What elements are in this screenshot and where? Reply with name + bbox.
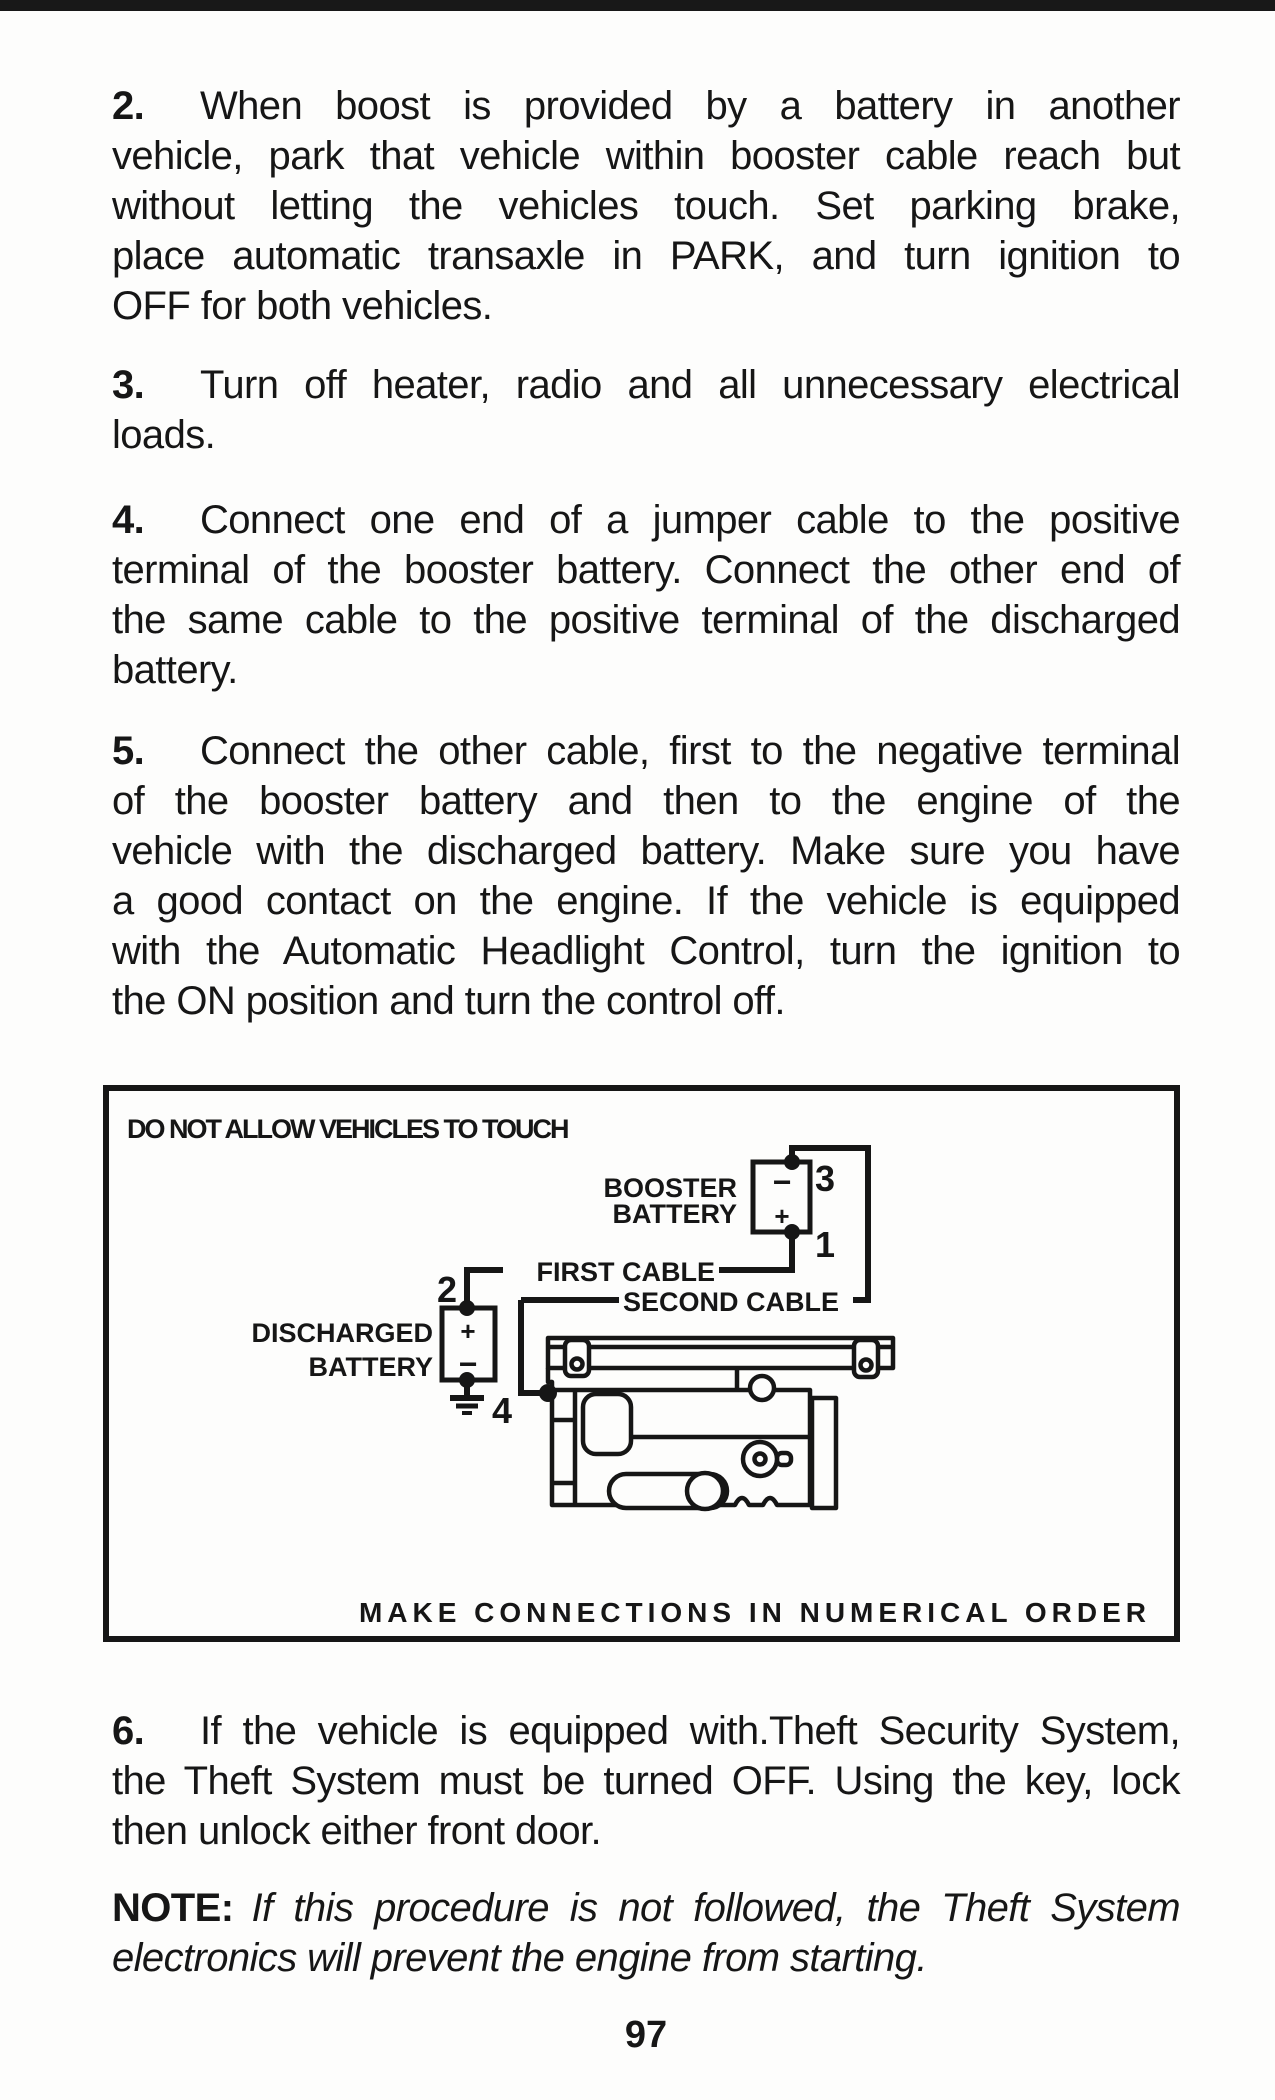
paragraph-5 bbox=[112, 726, 1180, 1026]
engine-connection-point bbox=[539, 1384, 557, 1402]
engine-end-plate bbox=[812, 1398, 836, 1508]
oil-cap bbox=[750, 1376, 774, 1400]
text-line: with the Automatic Headlight Control, turn the ignition to bbox=[112, 929, 1180, 973]
diagram-warning-text: DO NOT ALLOW VEHICLES TO TOUCH bbox=[127, 1114, 568, 1144]
discharged-battery-label-2: BATTERY bbox=[308, 1352, 433, 1382]
diagram-svg bbox=[103, 1085, 1180, 1642]
text-line: a good contact on the engine. If the vehicle is equipped bbox=[112, 879, 1180, 923]
text-line: 6. If the vehicle is equipped with.Theft Security System, bbox=[112, 1706, 1180, 1756]
note-line-2: electronics will prevent the engine from starting. bbox=[112, 1936, 927, 1980]
text-line: the same cable to the positive terminal of the discharged bbox=[112, 598, 1180, 642]
note-text-1: If this procedure is not followed, the Theft System bbox=[251, 1886, 1180, 1930]
discharged-battery-label-1: DISCHARGED bbox=[251, 1318, 433, 1348]
booster-battery-label-1: BOOSTER bbox=[603, 1173, 737, 1203]
connection-3-label: 3 bbox=[815, 1158, 836, 1199]
text-line: place automatic transaxle in PARK, and turn ignition to bbox=[112, 234, 1180, 278]
booster-negative-symbol: − bbox=[772, 1164, 792, 1200]
text-line: without letting the vehicles touch. Set parking brake, bbox=[112, 184, 1180, 228]
text-line: OFF for both vehicles. bbox=[112, 284, 493, 328]
connection-2-label: 2 bbox=[436, 1269, 458, 1310]
text-line: the Theft System must be turned OFF. Using the key, lock bbox=[112, 1759, 1180, 1803]
second-cable-label: SECOND CABLE bbox=[623, 1287, 840, 1317]
paragraph-2 bbox=[112, 81, 1180, 331]
booster-positive-symbol: + bbox=[774, 1201, 790, 1231]
paragraph-number: 5. bbox=[112, 729, 145, 773]
engine-bracket bbox=[583, 1394, 631, 1454]
page-number: 97 bbox=[624, 2014, 668, 2056]
text-line: terminal of the booster battery. Connect the other end of bbox=[112, 548, 1180, 592]
paragraph-6 bbox=[112, 1706, 1180, 1856]
paragraph-number: 3. bbox=[112, 363, 145, 407]
discharged-negative-symbol: − bbox=[458, 1346, 478, 1382]
text-line: of the booster battery and then to the engine of the bbox=[112, 779, 1180, 823]
first-cable-label: FIRST CABLE bbox=[536, 1257, 715, 1287]
connection-1-label: 1 bbox=[815, 1224, 836, 1265]
note-block bbox=[112, 1883, 1180, 1983]
text-line: vehicle with the discharged battery. Make sure you have bbox=[112, 829, 1180, 873]
text-line: vehicle, park that vehicle within booster cable reach but bbox=[112, 134, 1180, 178]
paragraph-number: 2. bbox=[112, 84, 145, 128]
text-line: the ON position and turn the control off. bbox=[112, 979, 785, 1023]
pulley-center bbox=[755, 1454, 766, 1465]
scan-edge-top bbox=[0, 0, 1275, 11]
note-label: NOTE: bbox=[112, 1886, 234, 1930]
paragraph-4 bbox=[112, 495, 1180, 695]
text-line: 3. Turn off heater, radio and all unnecessary electrical bbox=[112, 360, 1180, 410]
text-line: 2. When boost is provided by a battery in another bbox=[112, 81, 1180, 131]
text-line: 4. Connect one end of a jumper cable to the positive bbox=[112, 495, 1180, 545]
text-line: loads. bbox=[112, 413, 216, 457]
text-line: then unlock either front door. bbox=[112, 1809, 601, 1853]
starter-end-cap bbox=[687, 1473, 723, 1509]
paragraph-number: 4. bbox=[112, 498, 145, 542]
text-line: 5. Connect the other cable, first to the negative terminal bbox=[112, 726, 1180, 776]
diagram-caption-text: MAKE CONNECTIONS IN NUMERICAL ORDER bbox=[358, 1597, 1151, 1628]
discharged-positive-symbol: + bbox=[460, 1316, 476, 1346]
valve-cover bbox=[548, 1338, 893, 1368]
paragraph-number: 6. bbox=[112, 1709, 145, 1753]
connection-4-label: 4 bbox=[491, 1390, 513, 1431]
text-line: battery. bbox=[112, 648, 238, 692]
booster-battery-label-2: BATTERY bbox=[612, 1199, 737, 1229]
discharged-positive-terminal bbox=[459, 1300, 475, 1316]
paragraph-3 bbox=[112, 360, 1180, 460]
note-line-1 bbox=[112, 1883, 1180, 1933]
jump-start-diagram bbox=[103, 1085, 1180, 1642]
